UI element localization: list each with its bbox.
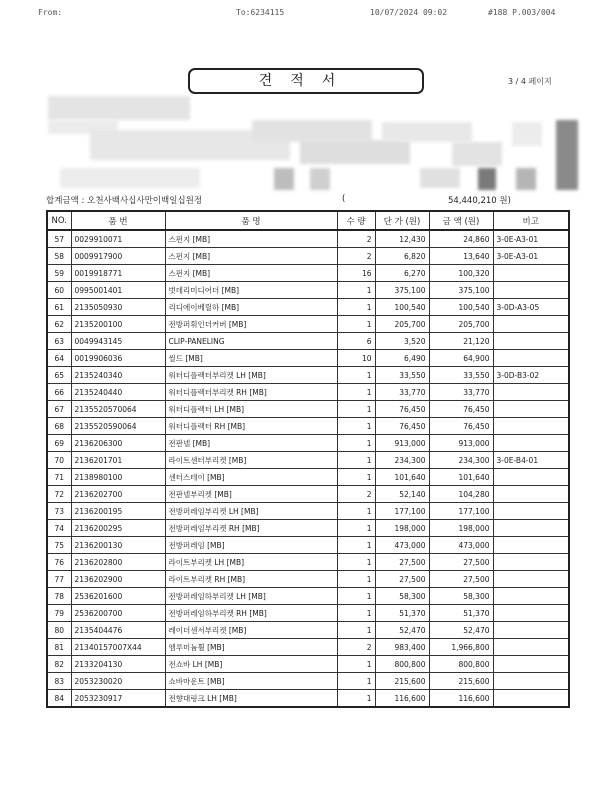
quantity-cell: 1 — [337, 469, 375, 486]
part-number-cell: 21340157007X44 — [71, 639, 165, 656]
quantity-cell: 1 — [337, 571, 375, 588]
table-row — [47, 605, 569, 622]
amount-cell: 800,800 — [429, 656, 493, 673]
row-no-cell: 75 — [47, 537, 71, 554]
note-cell — [493, 571, 569, 588]
table-row — [47, 418, 569, 435]
table-row — [47, 299, 569, 316]
quantity-cell: 2 — [337, 486, 375, 503]
table-row — [47, 690, 569, 708]
fax-to: To:6234115 — [236, 8, 285, 17]
item-name-cell: 전방퍼레임부리켓 LH [MB] — [165, 503, 337, 520]
item-name-cell: 스펀지 [MB] — [165, 265, 337, 282]
quantity-cell: 1 — [337, 401, 375, 418]
unit-price-cell: 33,770 — [375, 384, 429, 401]
table-row — [47, 622, 569, 639]
row-no-cell: 76 — [47, 554, 71, 571]
unit-price-cell: 76,450 — [375, 401, 429, 418]
row-no-cell: 78 — [47, 588, 71, 605]
note-cell — [493, 588, 569, 605]
row-no-cell: 68 — [47, 418, 71, 435]
note-cell — [493, 537, 569, 554]
table-row — [47, 316, 569, 333]
table-row — [47, 656, 569, 673]
note-cell — [493, 520, 569, 537]
row-no-cell: 71 — [47, 469, 71, 486]
row-no-cell: 81 — [47, 639, 71, 656]
unit-price-cell: 6,490 — [375, 350, 429, 367]
table-row — [47, 350, 569, 367]
item-name-cell: 워터디플렉터부리켓 LH [MB] — [165, 367, 337, 384]
unit-price-cell: 6,270 — [375, 265, 429, 282]
item-name-cell: 스펀지 [MB] — [165, 248, 337, 265]
quantity-cell: 1 — [337, 588, 375, 605]
table-row — [47, 537, 569, 554]
note-cell — [493, 622, 569, 639]
item-name-cell: 전방퍼레임하부리켓 LH [MB] — [165, 588, 337, 605]
row-no-cell: 65 — [47, 367, 71, 384]
fax-page: #188 P.003/004 — [488, 8, 556, 17]
unit-price-cell: 52,470 — [375, 622, 429, 639]
part-number-cell: 2136200195 — [71, 503, 165, 520]
item-name-cell: CLIP-PANELING — [165, 333, 337, 350]
amount-cell: 33,770 — [429, 384, 493, 401]
table-row — [47, 486, 569, 503]
fax-datetime: 10/07/2024 09:02 — [370, 8, 448, 17]
quantity-cell: 1 — [337, 554, 375, 571]
unit-price-cell: 33,550 — [375, 367, 429, 384]
header-part-no: 품 번 — [71, 211, 165, 230]
table-row — [47, 571, 569, 588]
amount-cell: 58,300 — [429, 588, 493, 605]
amount-cell: 64,900 — [429, 350, 493, 367]
note-cell — [493, 690, 569, 708]
note-cell — [493, 401, 569, 418]
row-no-cell: 74 — [47, 520, 71, 537]
amount-cell: 21,120 — [429, 333, 493, 350]
amount-cell: 198,000 — [429, 520, 493, 537]
row-no-cell: 63 — [47, 333, 71, 350]
amount-cell: 1,966,800 — [429, 639, 493, 656]
item-name-cell: 리디에이베릴하 [MB] — [165, 299, 337, 316]
table-body — [47, 230, 569, 707]
part-number-cell: 2136200295 — [71, 520, 165, 537]
item-name-cell: 센터스테이 [MB] — [165, 469, 337, 486]
note-cell — [493, 503, 569, 520]
note-cell: 3-0E-A3-01 — [493, 230, 569, 248]
note-cell — [493, 316, 569, 333]
unit-price-cell: 215,600 — [375, 673, 429, 690]
table-row — [47, 520, 569, 537]
unit-price-cell: 205,700 — [375, 316, 429, 333]
unit-price-cell: 58,300 — [375, 588, 429, 605]
item-name-cell: 전판넬부리켓 [MB] — [165, 486, 337, 503]
part-number-cell: 2138980100 — [71, 469, 165, 486]
row-no-cell: 72 — [47, 486, 71, 503]
part-number-cell: 0019918771 — [71, 265, 165, 282]
row-no-cell: 69 — [47, 435, 71, 452]
item-name-cell: 전방퍼레임 [MB] — [165, 537, 337, 554]
header-amount: 금 액 (원) — [429, 211, 493, 230]
quantity-cell: 1 — [337, 299, 375, 316]
part-number-cell: 2136201701 — [71, 452, 165, 469]
amount-cell: 27,500 — [429, 554, 493, 571]
part-number-cell: 0995001401 — [71, 282, 165, 299]
note-cell — [493, 282, 569, 299]
part-number-cell: 2136206300 — [71, 435, 165, 452]
part-number-cell: 0029910071 — [71, 230, 165, 248]
note-cell: 3-0E-B4-01 — [493, 452, 569, 469]
header-no: NO. — [47, 211, 71, 230]
note-cell: 3-0E-A3-01 — [493, 248, 569, 265]
row-no-cell: 61 — [47, 299, 71, 316]
item-name-cell: 워터디플렉터 LH [MB] — [165, 401, 337, 418]
quantity-cell: 1 — [337, 435, 375, 452]
row-no-cell: 84 — [47, 690, 71, 708]
amount-cell: 33,550 — [429, 367, 493, 384]
item-name-cell: 전방퍼레임하부리켓 RH [MB] — [165, 605, 337, 622]
quantity-cell: 1 — [337, 316, 375, 333]
part-number-cell: 2053230020 — [71, 673, 165, 690]
fax-from: From: — [38, 8, 63, 17]
amount-cell: 101,640 — [429, 469, 493, 486]
table-row — [47, 230, 569, 248]
quantity-cell: 2 — [337, 639, 375, 656]
part-number-cell: 2136202700 — [71, 486, 165, 503]
document-title: 견적서 — [188, 68, 424, 94]
table-row — [47, 469, 569, 486]
unit-price-cell: 3,520 — [375, 333, 429, 350]
amount-cell: 27,500 — [429, 571, 493, 588]
unit-price-cell: 198,000 — [375, 520, 429, 537]
row-no-cell: 66 — [47, 384, 71, 401]
part-number-cell: 2135200100 — [71, 316, 165, 333]
row-no-cell: 57 — [47, 230, 71, 248]
unit-price-cell: 101,640 — [375, 469, 429, 486]
item-name-cell: 라이트부리켓 LH [MB] — [165, 554, 337, 571]
part-number-cell: 2536201600 — [71, 588, 165, 605]
table-row — [47, 639, 569, 656]
header-qty: 수 량 — [337, 211, 375, 230]
unit-price-cell: 27,500 — [375, 554, 429, 571]
note-cell — [493, 469, 569, 486]
note-cell — [493, 639, 569, 656]
table-row — [47, 248, 569, 265]
item-name-cell: 씰드 [MB] — [165, 350, 337, 367]
header-unit-price: 단 가 (원) — [375, 211, 429, 230]
item-name-cell: 레이더센서부리켓 [MB] — [165, 622, 337, 639]
item-name-cell: 쇼바마운트 [MB] — [165, 673, 337, 690]
note-cell — [493, 265, 569, 282]
note-cell — [493, 418, 569, 435]
item-name-cell: 워터디플렉터 RH [MB] — [165, 418, 337, 435]
unit-price-cell: 51,370 — [375, 605, 429, 622]
item-name-cell: 전쇼바 LH [MB] — [165, 656, 337, 673]
amount-cell: 473,000 — [429, 537, 493, 554]
table-row — [47, 588, 569, 605]
table-row — [47, 401, 569, 418]
total-paren: ( — [342, 194, 346, 204]
quantity-cell: 1 — [337, 418, 375, 435]
item-name-cell: 라이트부리켓 RH [MB] — [165, 571, 337, 588]
part-number-cell: 2135240440 — [71, 384, 165, 401]
amount-cell: 116,600 — [429, 690, 493, 708]
table-row — [47, 452, 569, 469]
unit-price-cell: 52,140 — [375, 486, 429, 503]
header-note: 비고 — [493, 211, 569, 230]
table-row — [47, 384, 569, 401]
note-cell — [493, 435, 569, 452]
quantity-cell: 2 — [337, 248, 375, 265]
amount-cell: 913,000 — [429, 435, 493, 452]
item-name-cell: 벗데리미디어더 [MB] — [165, 282, 337, 299]
part-number-cell: 0049943145 — [71, 333, 165, 350]
quantity-cell: 1 — [337, 367, 375, 384]
note-cell — [493, 350, 569, 367]
note-cell: 3-0D-A3-05 — [493, 299, 569, 316]
part-number-cell: 0019906036 — [71, 350, 165, 367]
row-no-cell: 80 — [47, 622, 71, 639]
part-number-cell: 2136200130 — [71, 537, 165, 554]
item-name-cell: 워터디플렉터부리켓 RH [MB] — [165, 384, 337, 401]
unit-price-cell: 234,300 — [375, 452, 429, 469]
amount-cell: 177,100 — [429, 503, 493, 520]
row-no-cell: 70 — [47, 452, 71, 469]
unit-price-cell: 100,540 — [375, 299, 429, 316]
item-name-cell: 라이트센터부리켓 [MB] — [165, 452, 337, 469]
row-no-cell: 64 — [47, 350, 71, 367]
unit-price-cell: 913,000 — [375, 435, 429, 452]
table-row — [47, 265, 569, 282]
part-number-cell: 2135240340 — [71, 367, 165, 384]
unit-price-cell: 12,430 — [375, 230, 429, 248]
item-name-cell: 엠루미늄휠 [MB] — [165, 639, 337, 656]
table-header-row — [47, 211, 569, 230]
part-number-cell: 2536200700 — [71, 605, 165, 622]
amount-cell: 51,370 — [429, 605, 493, 622]
unit-price-cell: 116,600 — [375, 690, 429, 708]
amount-cell: 13,640 — [429, 248, 493, 265]
quantity-cell: 1 — [337, 503, 375, 520]
table-row — [47, 673, 569, 690]
note-cell — [493, 384, 569, 401]
note-cell — [493, 605, 569, 622]
quantity-cell: 2 — [337, 230, 375, 248]
row-no-cell: 83 — [47, 673, 71, 690]
amount-cell: 24,860 — [429, 230, 493, 248]
part-number-cell: 2136202800 — [71, 554, 165, 571]
quantity-cell: 1 — [337, 452, 375, 469]
row-no-cell: 59 — [47, 265, 71, 282]
amount-cell: 375,100 — [429, 282, 493, 299]
part-number-cell: 0009917900 — [71, 248, 165, 265]
amount-cell: 104,280 — [429, 486, 493, 503]
table-row — [47, 435, 569, 452]
item-name-cell: 스펀지 [MB] — [165, 230, 337, 248]
note-cell — [493, 673, 569, 690]
fax-header — [0, 6, 600, 20]
amount-cell: 205,700 — [429, 316, 493, 333]
note-cell — [493, 333, 569, 350]
amount-cell: 215,600 — [429, 673, 493, 690]
row-no-cell: 60 — [47, 282, 71, 299]
amount-cell: 76,450 — [429, 418, 493, 435]
table-row — [47, 554, 569, 571]
quantity-cell: 1 — [337, 537, 375, 554]
quantity-cell: 6 — [337, 333, 375, 350]
page-indicator: 3 / 4 페이지 — [508, 77, 552, 86]
table-row — [47, 282, 569, 299]
unit-price-cell: 177,100 — [375, 503, 429, 520]
item-name-cell: 전향대링크 LH [MB] — [165, 690, 337, 708]
row-no-cell: 79 — [47, 605, 71, 622]
part-number-cell: 2133204130 — [71, 656, 165, 673]
unit-price-cell: 27,500 — [375, 571, 429, 588]
note-cell: 3-0D-B3-02 — [493, 367, 569, 384]
amount-cell: 100,540 — [429, 299, 493, 316]
row-no-cell: 58 — [47, 248, 71, 265]
table-row — [47, 367, 569, 384]
header-item-name: 품 명 — [165, 211, 337, 230]
quantity-cell: 1 — [337, 690, 375, 708]
note-cell — [493, 486, 569, 503]
amount-cell: 234,300 — [429, 452, 493, 469]
part-number-cell: 2135404476 — [71, 622, 165, 639]
part-number-cell: 2136202900 — [71, 571, 165, 588]
amount-cell: 52,470 — [429, 622, 493, 639]
note-cell — [493, 554, 569, 571]
table-row — [47, 333, 569, 350]
quantity-cell: 10 — [337, 350, 375, 367]
unit-price-cell: 375,100 — [375, 282, 429, 299]
item-name-cell: 전판넬 [MB] — [165, 435, 337, 452]
row-no-cell: 77 — [47, 571, 71, 588]
unit-price-cell: 473,000 — [375, 537, 429, 554]
total-label: 합계금액 : 오천사백사십사만이백일십원정 — [46, 196, 203, 206]
quantity-cell: 1 — [337, 384, 375, 401]
table-row — [47, 503, 569, 520]
unit-price-cell: 983,400 — [375, 639, 429, 656]
row-no-cell: 62 — [47, 316, 71, 333]
part-number-cell: 2135520570064 — [71, 401, 165, 418]
item-name-cell: 전방퍼휘인더커버 [MB] — [165, 316, 337, 333]
quote-items-table — [46, 210, 570, 708]
item-name-cell: 전방퍼레임부리켓 RH [MB] — [165, 520, 337, 537]
row-no-cell: 82 — [47, 656, 71, 673]
part-number-cell: 2053230917 — [71, 690, 165, 708]
amount-cell: 100,320 — [429, 265, 493, 282]
part-number-cell: 2135050930 — [71, 299, 165, 316]
quantity-cell: 1 — [337, 520, 375, 537]
quantity-cell: 1 — [337, 673, 375, 690]
quantity-cell: 1 — [337, 605, 375, 622]
quantity-cell: 1 — [337, 622, 375, 639]
note-cell — [493, 656, 569, 673]
amount-cell: 76,450 — [429, 401, 493, 418]
quantity-cell: 1 — [337, 282, 375, 299]
row-no-cell: 67 — [47, 401, 71, 418]
part-number-cell: 2135520590064 — [71, 418, 165, 435]
quantity-cell: 16 — [337, 265, 375, 282]
row-no-cell: 73 — [47, 503, 71, 520]
unit-price-cell: 76,450 — [375, 418, 429, 435]
unit-price-cell: 6,820 — [375, 248, 429, 265]
quantity-cell: 1 — [337, 656, 375, 673]
unit-price-cell: 800,800 — [375, 656, 429, 673]
total-amount: 54,440,210 원) — [448, 196, 511, 206]
